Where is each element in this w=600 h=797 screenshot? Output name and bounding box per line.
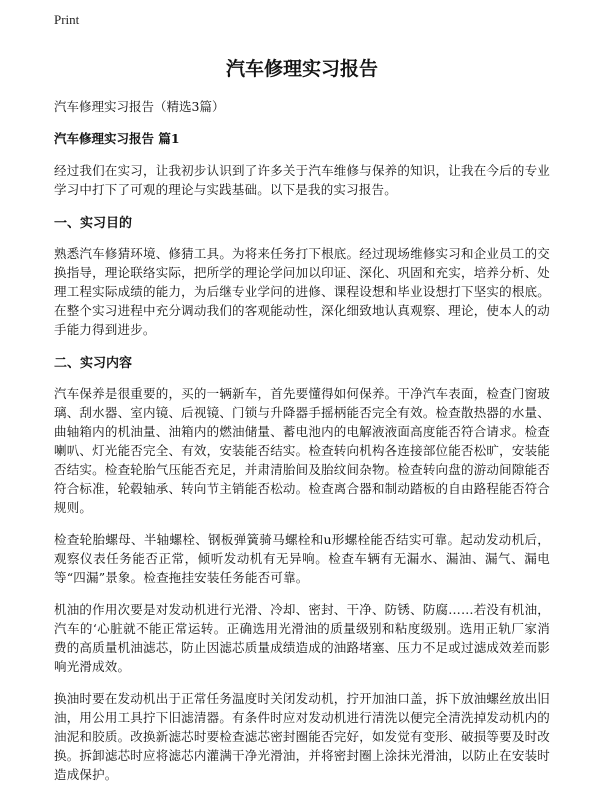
section2-heading: 二、实习内容	[54, 356, 133, 371]
section1-paragraph: 熟悉汽车修猜环境、修猜工具。为将来任务打下根底。经过现场维修实习和企业员工的交换指导，理论联络实际，把所学的理论学问加以印证、深化、巩固和充实，培养分析、处理工程实际成绩的能力，为后继专业学问的进修、课程设想和毕业设想打下坚实的根底。在整个实习进程中充分调动我们的客观能动性，深化细致地认真观察、理论，使本人的动手能力得到进步。	[54, 246, 550, 337]
subtitle: 汽车修理实习报告（精选3篇）	[54, 99, 225, 114]
document	[54, 40, 550, 797]
section2-paragraph-2: 检查轮胎螺母、半轴螺栓、钢板弹簧骑马螺栓和u形螺栓能否结实可靠。起动发动机后，观察仪表任务能否正常，倾听发动机有无异响。检查车辆有无漏水、漏油、漏气、漏电等“四漏”景象。检查拖挂安装任务能否可靠。	[54, 532, 550, 585]
section2-paragraph-4: 换油时要在发动机出于正常任务温度时关闭发动机，拧开加油口盖，拆下放油螺丝放出旧油，用公用工具拧下旧滤清器。有条件时应对发动机进行清洗以便完全清洗掉发动机内的油泥和胶质。改换新滤芯时要检查滤芯密封圈能否完好，如发觉有变形、破损等要及时改换。拆卸滤芯时应将滤芯内灌满干净光滑油，并将密封圈上涂抹光滑油，以防止在安装时造成保护。	[54, 691, 550, 782]
section2-paragraph-1: 汽车保养是很重要的，买的一辆新车，首先要懂得如何保养。干净汽车表面，检查门窗玻璃、刮水器、室内镜、后视镜、门锁与升降器手摇柄能否完全有效。检查散热器的水量、曲轴箱内的机油量、油箱内的燃油储量、蓄电池内的电解液液面高度能否符合请求。检查喇叭、灯光能否完全、有效，安装能否结实。检查转向机构各连接部位能否松旷，安装能否结实。检查轮胎气压能否充足，并肃清胎间及胎纹间杂物。检查转向盘的游动间隙能否符合标准，轮毂轴承、转向节主销能否松动。检查离合器和制动踏板的自由路程能否符合规则。	[54, 386, 550, 515]
print-link[interactable]: Print	[54, 12, 80, 27]
page-title: 汽车修理实习报告	[225, 58, 378, 80]
section1-heading: 一、实习目的	[54, 216, 133, 231]
section2-paragraph-3: 机油的作用次要是对发动机进行光滑、冷却、密封、干净、防锈、防腐……若没有机油，汽车的‘心脏就不能正常运转。正确选用光滑油的质量级别和粘度级别。选用正轨厂家消费的高质量机油滤芯，防止因滤芯质量成绩造成的油路堵塞、压力不足或过滤成效差而影响光滑成效。	[54, 602, 550, 674]
part-title: 汽车修理实习报告 篇1	[54, 131, 180, 146]
intro-paragraph: 经过我们在实习，让我初步认识到了许多关于汽车维修与保养的知识，让我在今后的专业学习中打下了可观的理论与实践基础。以下是我的实习报告。	[54, 163, 550, 197]
